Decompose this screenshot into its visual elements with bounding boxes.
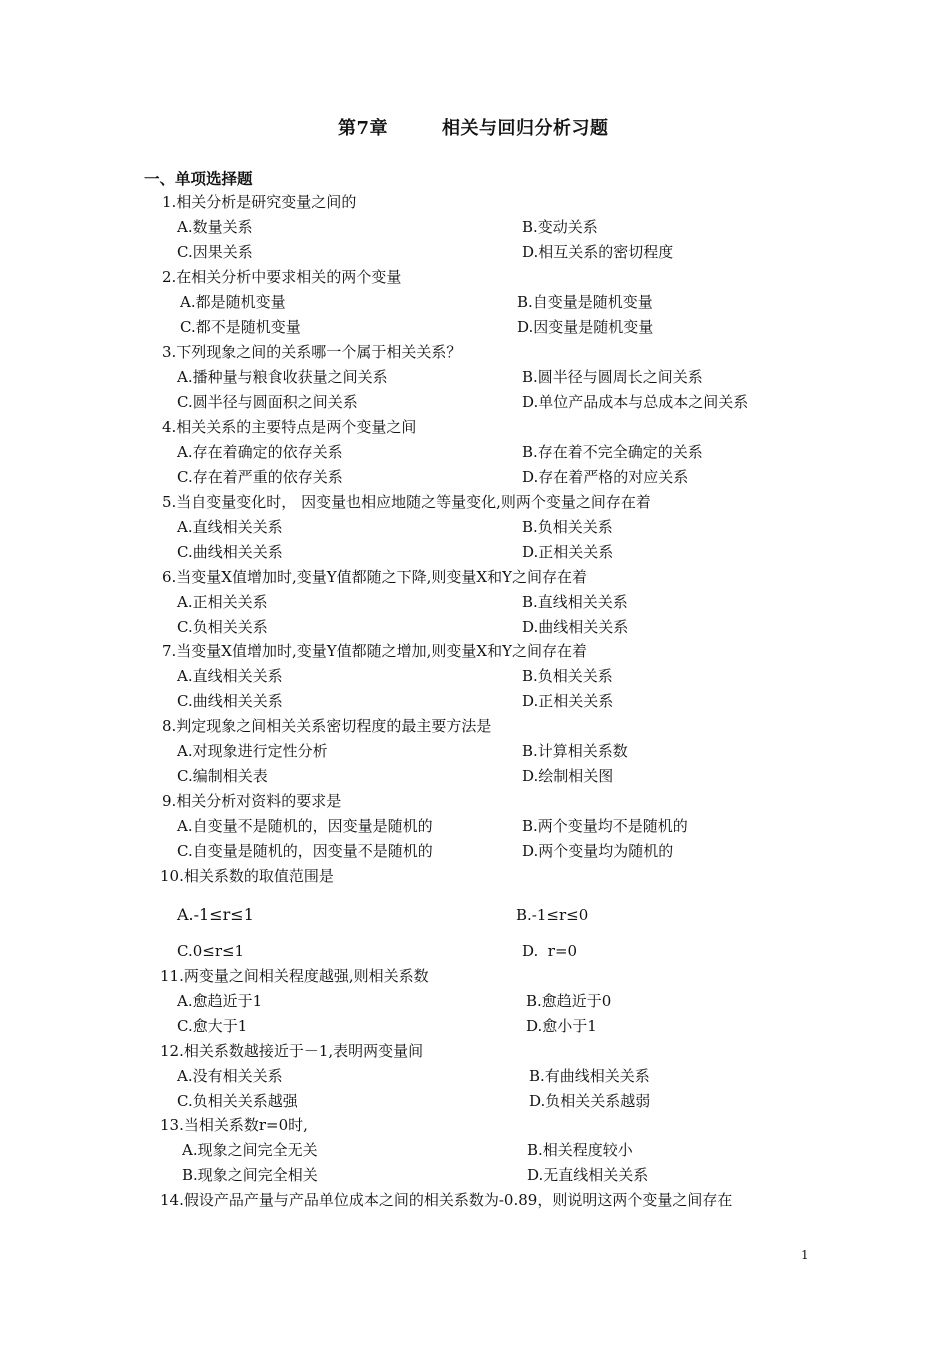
option-a: A.直线相关关系: [177, 667, 283, 685]
chapter-label: 第7章: [338, 118, 389, 139]
option-b: B.-1≤r≤0: [516, 906, 589, 924]
option-a: A.数量关系: [177, 218, 253, 236]
question-stem: 12.相关系数越接近于－1,表明两变量间: [160, 1042, 424, 1060]
option-a: A.愈趋近于1: [177, 992, 263, 1010]
option-a: A.没有相关关系: [177, 1067, 283, 1085]
question-stem: 10.相关系数的取值范围是: [160, 867, 334, 885]
option-b: B.直线相关关系: [522, 593, 628, 611]
option-a: A.都是随机变量: [180, 293, 286, 311]
option-b: B.愈趋近于0: [526, 992, 612, 1010]
page-title: 相关与回归分析习题: [442, 118, 609, 139]
option-a: A.正相关关系: [177, 593, 268, 611]
option-b: B.负相关关系: [522, 518, 613, 536]
option-c: C.负相关关系越强: [177, 1092, 298, 1110]
question-stem: 11.两变量之间相关程度越强,则相关系数: [160, 967, 429, 985]
question-stem: 7.当变量X值增加时,变量Y值都随之增加,则变量X和Y之间存在着: [162, 642, 588, 660]
option-c: C.因果关系: [177, 243, 253, 261]
option-d: D.存在着严格的对应关系: [522, 468, 689, 486]
option-b: B.自变量是随机变量: [517, 293, 653, 311]
option-d: D.两个变量均为随机的: [522, 842, 674, 860]
option-b: B.变动关系: [522, 218, 598, 236]
option-b: B.计算相关系数: [522, 742, 628, 760]
question-stem: 1.相关分析是研究变量之间的: [162, 193, 357, 211]
option-c: C.圆半径与圆面积之间关系: [177, 393, 358, 411]
question-stem: 8.判定现象之间相关关系密切程度的最主要方法是: [162, 717, 492, 735]
option-a: A.自变量不是随机的，因变量是随机的: [177, 817, 433, 835]
question-stem: 6.当变量X值增加时,变量Y值都随之下降,则变量X和Y之间存在着: [162, 568, 588, 586]
option-a: A.对现象进行定性分析: [177, 742, 328, 760]
option-c: C.曲线相关关系: [177, 543, 283, 561]
option-d: D.愈小于1: [526, 1017, 597, 1035]
option-d: D.正相关关系: [522, 543, 614, 561]
option-b: B.相关程度较小: [527, 1141, 633, 1159]
question-stem: 2.在相关分析中要求相关的两个变量: [162, 268, 402, 286]
option-c: C.存在着严重的依存关系: [177, 468, 343, 486]
option-d: D.负相关关系越弱: [529, 1092, 651, 1110]
option-d: D.因变量是随机变量: [517, 318, 654, 336]
question-stem: 3.下列现象之间的关系哪一个属于相关关系？: [162, 343, 462, 361]
option-c: C.自变量是随机的，因变量不是随机的: [177, 842, 433, 860]
option-a: A.存在着确定的依存关系: [177, 443, 343, 461]
question-stem: 9.相关分析对资料的要求是: [162, 792, 342, 810]
option-a: A.-1≤r≤1: [177, 905, 254, 924]
option-b: B.两个变量均不是随机的: [522, 817, 688, 835]
option-a: A.直线相关关系: [177, 518, 283, 536]
question-stem: 14.假设产品产量与产品单位成本之间的相关系数为-0.89，则说明这两个变量之间存在: [160, 1191, 733, 1209]
option-b: B.存在着不完全确定的关系: [522, 443, 703, 461]
option-d: D.曲线相关关系: [522, 618, 629, 636]
option-c: C.负相关关系: [177, 618, 268, 636]
option-c: C.编制相关表: [177, 767, 268, 785]
option-a: A.现象之间完全无关: [182, 1141, 318, 1159]
option-b: B.负相关关系: [522, 667, 613, 685]
option-d: D.相互关系的密切程度: [522, 243, 674, 261]
option-c: C.都不是随机变量: [180, 318, 301, 336]
option-d: D. r=0: [522, 942, 578, 960]
option-d: D.单位产品成本与总成本之间关系: [522, 393, 749, 411]
question-stem: 4.相关关系的主要特点是两个变量之间: [162, 418, 417, 436]
option-b: B.圆半径与圆周长之间关系: [522, 368, 703, 386]
option-c: C.0≤r≤1: [177, 942, 245, 960]
question-stem: 13.当相关系数r=0时,: [160, 1116, 308, 1134]
question-stem: 5.当自变量变化时， 因变量也相应地随之等量变化,则两个变量之间存在着: [162, 493, 651, 511]
option-c: B.现象之间完全相关: [182, 1166, 318, 1184]
option-d: D.正相关关系: [522, 692, 614, 710]
option-d: D.绘制相关图: [522, 767, 614, 785]
option-c: C.愈大于1: [177, 1017, 248, 1035]
option-c: C.曲线相关关系: [177, 692, 283, 710]
section-heading: 一、单项选择题: [144, 169, 253, 188]
option-d: D.无直线相关关系: [527, 1166, 649, 1184]
option-a: A.播种量与粮食收获量之间关系: [177, 368, 388, 386]
option-b: B.有曲线相关关系: [529, 1067, 650, 1085]
page-number: 1: [801, 1248, 809, 1262]
